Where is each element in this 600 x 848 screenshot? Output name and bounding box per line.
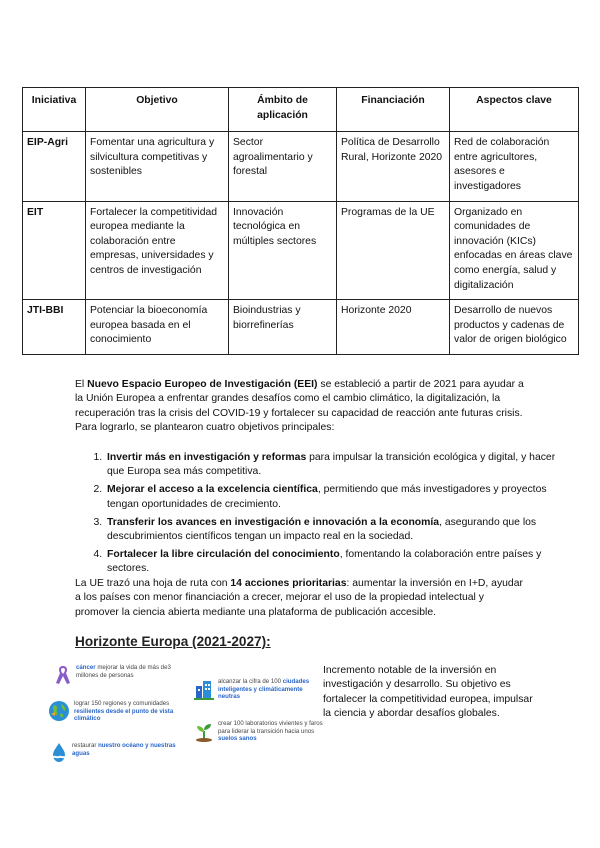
cell-aspectos: Desarrollo de nuevos productos y cadenas de valor de origen biológico [450,300,579,355]
list-item [105,451,560,479]
mission-cities [194,678,324,703]
header-iniciativa: Iniciativa [23,88,86,132]
water-drop-icon [50,742,68,767]
cell-ambito: Innovación tecnológica en múltiples sectores [229,201,337,300]
intro-prefix: El [75,379,88,390]
mission-cancer-bold: cáncer [76,664,96,671]
sprout-icon [194,720,214,745]
roadmap-bold: 14 acciones prioritarias [230,578,347,589]
mission-ocean [50,742,190,767]
intro-paragraph [75,378,530,436]
cell-ambito: Sector agroalimentario y forestal [229,132,337,201]
header-financiacion: Financiación [337,88,450,132]
list-item [105,483,560,511]
mission-cities-text [218,678,324,701]
goal-text: , asegurando que los descubrimientos científicos tengan un impacto real en la sociedad. [107,516,537,543]
mission-soils-bold: suelos sanos [218,735,257,743]
mission-soils-text [218,720,324,743]
cell-ambito: Bioindustrias y biorrefinerías [229,300,337,355]
mission-cancer-rest: mejorar la vida de más de3 millones de personas [76,664,171,679]
list-item [105,548,560,576]
mission-regions [48,700,188,725]
cell-objetivo: Potenciar la bioeconomía europea basada en el conocimiento [86,300,229,355]
mission-ocean-rest: restaurar [72,742,99,749]
mission-regions-text [74,700,188,723]
table-row [23,201,579,300]
mission-cancer-text [76,664,189,679]
table-row [23,132,579,201]
goal-text: , permitiendo que más investigadores y proyectos tengan oportunidades de crecimiento. [107,484,547,510]
city-buildings-icon [194,678,214,703]
cell-financiacion: Horizonte 2020 [337,300,450,355]
list-item [105,516,560,544]
table-header-row [23,88,579,132]
mission-ocean-bold: nuestro océano y nuestras aguas [72,742,176,757]
mission-regions-rest: lograr 150 regiones y comunidades [74,700,170,707]
goals-list [75,451,560,581]
roadmap-prefix: La UE trazó una hoja de ruta con [75,578,231,589]
cell-objetivo: Fomentar una agricultura y silvicultura competitivas y sostenibles [86,132,229,201]
mission-cities-rest: alcanzar la cifra de 100 [218,678,283,685]
horizon-description: Incremento notable de la inversión en investigación y desarrollo. Su objetivo es fortalecer la competitividad europea, impulsar la ciencia y abordar desafíos globales. [323,665,533,720]
cell-aspectos: Organizado en comunidades de innovación (KICs) enfocadas en áreas clave como energía, salud y digitalización [450,201,579,300]
intro-text: se estableció a partir de 2021 para ayudar a la Unión Europea a enfrentar grandes desafíos como el cambio climático, la digitalización, la recuperación tras la crisis del COVID-19 y fortalecer su capacidad de reacción ante futuras crisis. Para lograrlo, se plantearon cuatro objetivos principales: [75,379,524,434]
cell-objetivo: Fortalecer la competitividad europea mediante la colaboración entre empresas, universidades y centros de investigación [86,201,229,300]
goal-text: , fomentando la colaboración entre países y sectores. [107,549,542,575]
mission-ocean-text [72,742,190,757]
cell-financiacion: Programas de la UE [337,201,450,300]
cell-iniciativa: EIP-Agri [23,132,86,201]
header-objetivo: Objetivo [86,88,229,132]
goal-bold: Fortalecer la libre circulación del conocimiento [107,549,340,561]
goal-bold: Invertir más en investigación y reformas [107,452,307,463]
mission-regions-bold: resilientes desde el punto de vista climático [74,707,174,723]
section-title: Horizonte Europa (2021-2027): [75,634,271,649]
mission-soils [194,720,324,745]
missions-infographic [48,660,323,770]
ribbon-icon [54,664,72,689]
initiatives-table [22,87,579,355]
roadmap-paragraph [75,577,530,620]
mission-soils-rest: crear 100 laboratorios vivientes y faros para liderar la transición hacia unos [218,720,323,735]
table-row [23,300,579,355]
cell-iniciativa: JTI-BBI [23,300,86,355]
mission-cancer [54,664,189,689]
goal-text: para impulsar la transición ecológica y digital, y hacer que Europa sea más competitiva. [107,452,556,478]
goal-bold: Mejorar el acceso a la excelencia científica [107,484,318,496]
header-aspectos: Aspectos clave [450,88,579,132]
goal-bold: Transferir los avances en investigación e innovación a la economía [107,516,440,528]
cell-aspectos: Red de colaboración entre agricultores, asesores e investigadores [450,132,579,201]
cell-iniciativa: EIT [23,201,86,300]
cell-financiacion: Política de Desarrollo Rural, Horizonte 2020 [337,132,450,201]
mission-cities-bold: ciudades inteligentes y climáticamente neutras [218,678,310,701]
roadmap-text: : aumentar la inversión en I+D, ayudar a los países con menor financiación a crecer, mejorar el uso de la propiedad intelectual y promover la ciencia abierta mediante una plataforma de publicación accesible. [75,578,523,618]
header-ambito: Ámbito de aplicación [229,88,337,132]
globe-icon [48,700,70,725]
intro-bold: Nuevo Espacio Europeo de Investigación (EEI) [87,379,318,390]
